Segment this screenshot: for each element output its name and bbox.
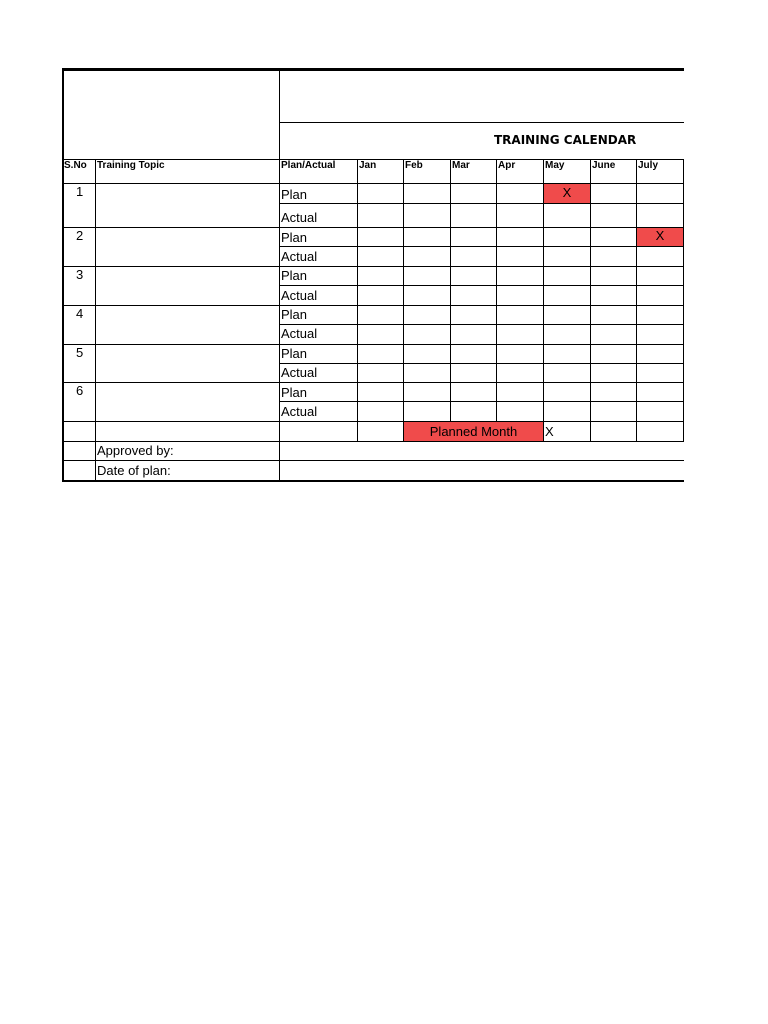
row-group-line-1 bbox=[62, 227, 684, 228]
legend-label: Planned Month bbox=[429, 424, 518, 439]
row-group-line-6 bbox=[62, 421, 684, 422]
row-plan-label: Plan bbox=[281, 230, 308, 245]
header-month-mar: Mar bbox=[452, 160, 470, 171]
divider-right bbox=[683, 159, 684, 441]
row-actual-label: Actual bbox=[281, 365, 318, 380]
row-number: 2 bbox=[76, 228, 84, 243]
row4-split bbox=[279, 324, 684, 325]
header-month-may: May bbox=[545, 160, 565, 171]
row-actual-label: Actual bbox=[281, 404, 318, 419]
row-actual-label: Actual bbox=[281, 326, 318, 341]
row-actual-label: Actual bbox=[281, 249, 318, 264]
frame-left-border bbox=[62, 68, 64, 482]
legend-mark: X bbox=[545, 424, 554, 439]
row6-split bbox=[279, 401, 684, 402]
footer-split-line bbox=[62, 460, 684, 461]
row-group-line-3 bbox=[62, 305, 684, 306]
frame-bottom-border bbox=[62, 480, 684, 482]
header-month-july: July bbox=[638, 160, 659, 171]
row-plan-label: Plan bbox=[281, 187, 308, 202]
row-plan-label: Plan bbox=[281, 307, 308, 322]
row-number: 6 bbox=[76, 383, 84, 398]
header-month-feb: Feb bbox=[405, 160, 423, 171]
row-plan-label: Plan bbox=[281, 268, 308, 283]
row-actual-label: Actual bbox=[281, 210, 318, 225]
title-top-line bbox=[279, 122, 684, 123]
row1-split bbox=[279, 203, 684, 204]
divider-feb bbox=[403, 159, 404, 441]
row-actual-label: Actual bbox=[281, 288, 318, 303]
row-number: 5 bbox=[76, 345, 84, 360]
date-of-plan-label: Date of plan: bbox=[97, 463, 171, 478]
row-number: 1 bbox=[76, 184, 84, 199]
row-plan-label: Plan bbox=[281, 346, 308, 361]
plan-mark-row2: X bbox=[655, 228, 665, 243]
row-group-line-5 bbox=[62, 382, 684, 383]
row-group-line-2 bbox=[62, 266, 684, 267]
divider-jan bbox=[357, 159, 358, 441]
divider-plan-col bbox=[279, 68, 280, 482]
divider-june bbox=[590, 159, 591, 441]
row-number: 4 bbox=[76, 306, 84, 321]
row-plan-label: Plan bbox=[281, 385, 308, 400]
header-sno: S.No bbox=[64, 160, 87, 171]
row3-split bbox=[279, 285, 684, 286]
frame-top-border bbox=[62, 68, 684, 71]
header-month-jan: Jan bbox=[359, 160, 377, 171]
divider-july bbox=[636, 159, 637, 441]
row-number: 3 bbox=[76, 267, 84, 282]
row2-split bbox=[279, 246, 684, 247]
header-month-apr: Apr bbox=[498, 160, 516, 171]
legend-row-bottom-line bbox=[62, 441, 684, 442]
header-month-june: June bbox=[592, 160, 616, 171]
row-group-line-4 bbox=[62, 344, 684, 345]
header-plan-actual: Plan/Actual bbox=[281, 160, 336, 171]
divider-sno-col bbox=[95, 159, 96, 482]
training-calendar-sheet bbox=[62, 68, 684, 482]
page-title: TRAINING CALENDAR bbox=[494, 133, 637, 147]
row5-split bbox=[279, 363, 684, 364]
plan-mark-row1: X bbox=[562, 185, 572, 200]
header-training-topic: Training Topic bbox=[97, 160, 165, 171]
approved-by-label: Approved by: bbox=[97, 443, 174, 458]
